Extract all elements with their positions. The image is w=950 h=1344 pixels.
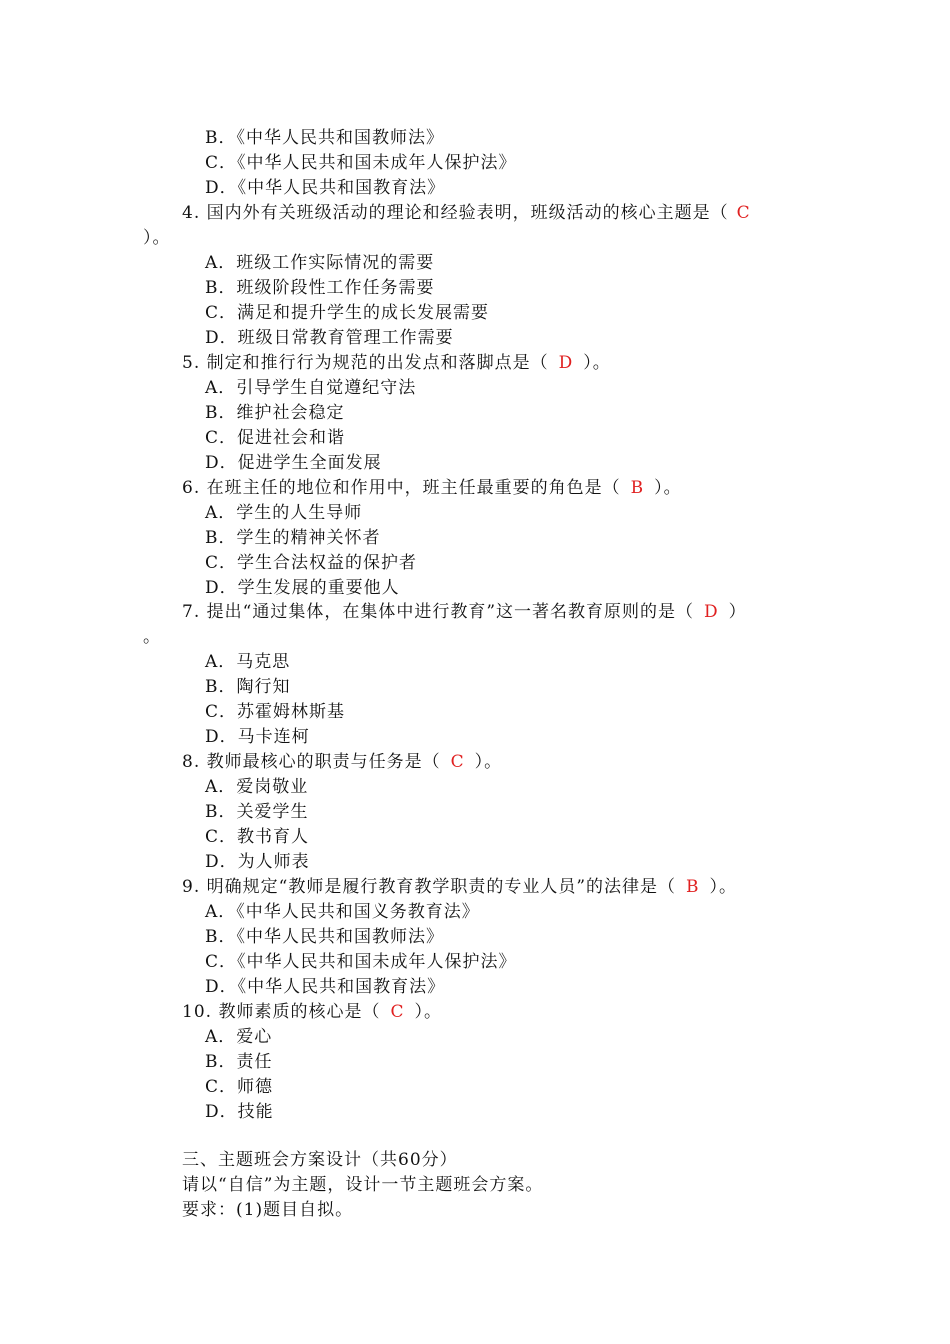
option-b: B．《中华人民共和国教师法》 (205, 128, 444, 148)
answer-4: C (736, 203, 751, 223)
question-5: 5. 制定和推行行为规范的出发点和落脚点是（ D ）。 (182, 353, 611, 373)
q5-option-d: D．促进学生全面发展 (205, 453, 382, 473)
q10-option-c: C．师德 (205, 1077, 274, 1097)
answer-6: B (630, 478, 645, 498)
q5-option-c: C．促进社会和谐 (205, 428, 346, 448)
question-4-tail: ）。 (143, 228, 171, 248)
q8-option-d: D．为人师表 (205, 852, 310, 872)
answer-9: B (686, 877, 700, 897)
q10-option-d: D．技能 (205, 1102, 274, 1122)
q6-option-c: C．学生合法权益的保护者 (205, 553, 418, 573)
q4-option-c: C．满足和提升学生的成长发展需要 (205, 303, 490, 323)
answer-7: D (704, 602, 719, 622)
question-10: 10. 教师素质的核心是（ C ）。 (182, 1002, 442, 1022)
q5-option-a: A．引导学生自觉遵纪守法 (205, 378, 417, 398)
q7-option-a: A．马克思 (205, 652, 291, 672)
question-7: 7. 提出“通过集体，在集体中进行教育”这一著名教育原则的是（ D ） (182, 602, 747, 622)
question-6: 6. 在班主任的地位和作用中，班主任最重要的角色是（ B ）。 (182, 478, 682, 498)
answer-10: C (390, 1002, 405, 1022)
q9-option-b: B．《中华人民共和国教师法》 (205, 927, 444, 947)
q4-option-d: D．班级日常教育管理工作需要 (205, 328, 454, 348)
q7-option-d: D．马卡连柯 (205, 727, 310, 747)
q8-option-c: C．教书育人 (205, 827, 310, 847)
q4-option-a: A．班级工作实际情况的需要 (205, 253, 435, 273)
question-7-tail: 。 (143, 627, 161, 647)
section-3-heading: 三、主题班会方案设计（共60分） (182, 1150, 458, 1170)
q9-option-d: D．《中华人民共和国教育法》 (205, 977, 446, 997)
q6-option-b: B．学生的精神关怀者 (205, 528, 381, 548)
q7-option-c: C．苏霍姆林斯基 (205, 702, 346, 722)
option-c: C．《中华人民共和国未成年人保护法》 (205, 153, 517, 173)
q10-option-a: A．爱心 (205, 1027, 273, 1047)
q4-option-b: B．班级阶段性工作任务需要 (205, 278, 435, 298)
section-3-requirement: 要求：(1)题目自拟。 (182, 1200, 354, 1220)
q9-option-a: A．《中华人民共和国义务教育法》 (205, 902, 480, 922)
q5-option-b: B．维护社会稳定 (205, 403, 345, 423)
answer-5: D (558, 353, 574, 373)
q7-option-b: B．陶行知 (205, 677, 291, 697)
q8-option-a: A．爱岗敬业 (205, 777, 309, 797)
q10-option-b: B．责任 (205, 1052, 273, 1072)
q8-option-b: B．关爱学生 (205, 802, 309, 822)
q6-option-a: A．学生的人生导师 (205, 503, 363, 523)
section-3-prompt: 请以“自信”为主题，设计一节主题班会方案。 (182, 1175, 544, 1195)
question-9: 9. 明确规定“教师是履行教育教学职责的专业人员”的法律是（ B ）。 (182, 877, 738, 897)
answer-8: C (450, 752, 465, 772)
question-4: 4. 国内外有关班级活动的理论和经验表明，班级活动的核心主题是（ C (182, 203, 751, 223)
option-d: D．《中华人民共和国教育法》 (205, 178, 446, 198)
q6-option-d: D．学生发展的重要他人 (205, 578, 400, 598)
q9-option-c: C．《中华人民共和国未成年人保护法》 (205, 952, 517, 972)
question-8: 8. 教师最核心的职责与任务是（ C ）。 (182, 752, 503, 772)
